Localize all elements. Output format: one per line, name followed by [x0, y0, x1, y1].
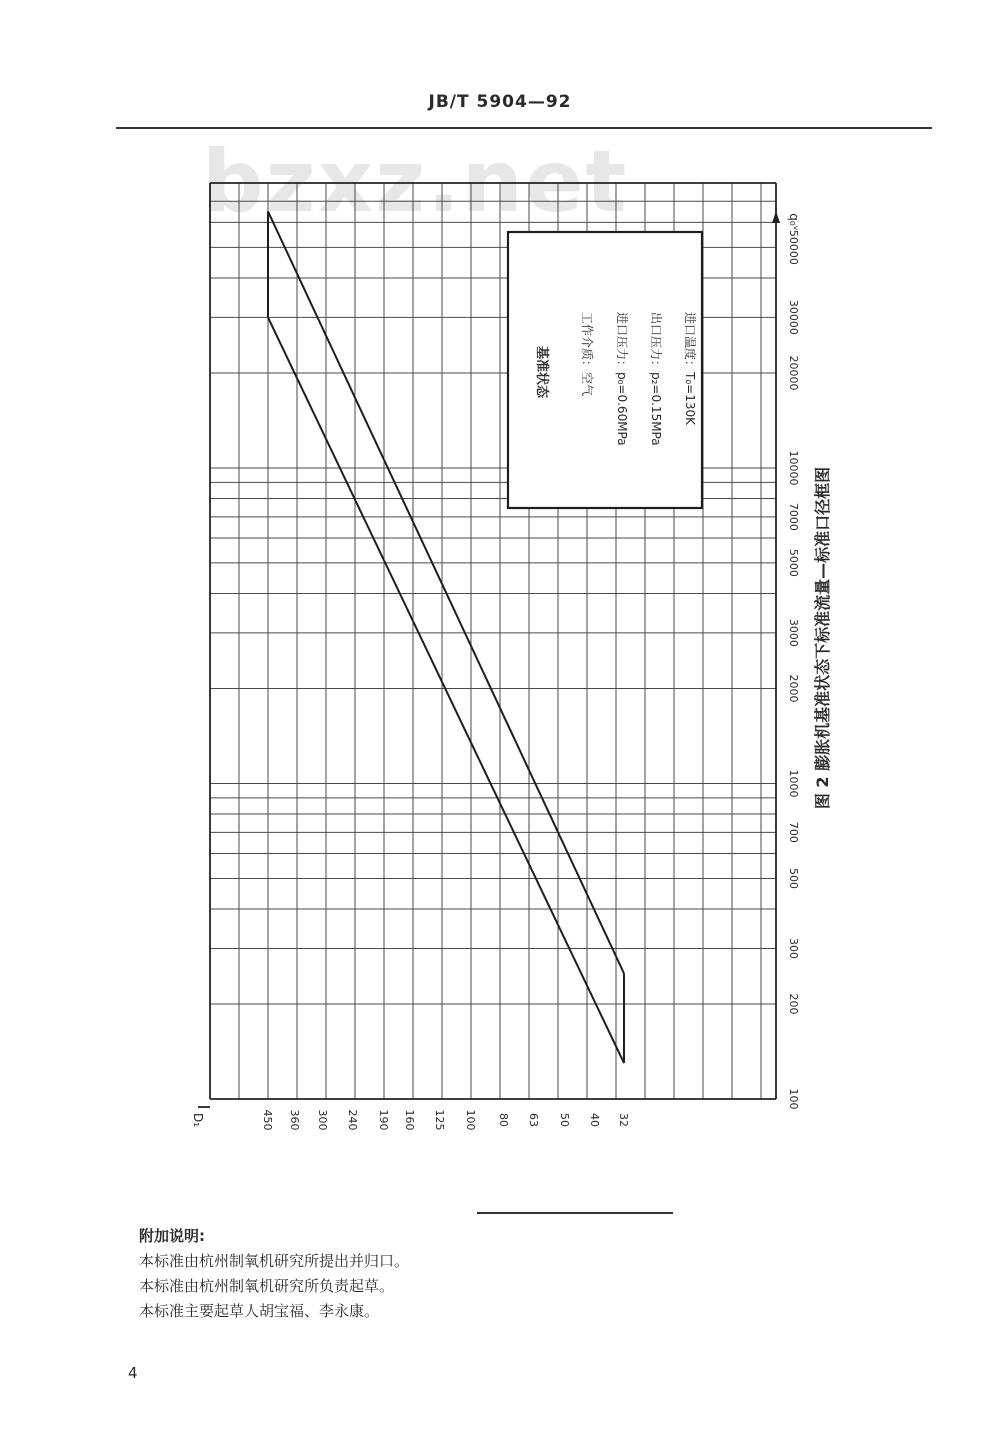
x-tick-label: 32: [617, 1113, 630, 1127]
x-tick-label: 240: [346, 1109, 359, 1131]
x-tick-label: 50: [558, 1113, 571, 1127]
watermark: bzxz.net: [202, 132, 629, 232]
x-tick-label: 450: [261, 1109, 274, 1131]
y-tick-label: 7000: [787, 502, 800, 531]
y-tick-label: 3000: [787, 618, 800, 647]
x-tick-label: 360: [288, 1109, 301, 1131]
y-tick-label: 20000: [787, 355, 800, 391]
x-axis-label: D₁: [191, 1112, 205, 1128]
x-tick-label: 300: [316, 1109, 329, 1131]
y-tick-label: 200: [787, 993, 800, 1015]
y-tick-label: 700: [787, 821, 800, 843]
x-tick-label: 80: [497, 1113, 510, 1127]
y-tick-label: 300: [787, 937, 800, 959]
x-tick-label: 160: [403, 1109, 416, 1131]
y-tick-label: 100: [787, 1088, 800, 1110]
x-tick-label: 40: [588, 1113, 601, 1127]
x-tick-label: 190: [377, 1109, 390, 1131]
chart-title: 图 2 膨胀机基准状态下标准流量—标准口径框图: [813, 466, 832, 810]
standard-code: JB/T 5904—92: [428, 92, 572, 112]
page-number: 4: [128, 1364, 138, 1382]
y-tick-label: 10000: [787, 450, 800, 486]
y-tick-label: 500: [787, 867, 800, 889]
annotation-line: 工作介质：空气: [580, 312, 594, 397]
notes-line: 本标准由杭州制氧机研究所负责起草。: [139, 1277, 395, 1295]
annotation-heading: 基准状态: [534, 345, 549, 399]
y-tick-label: 5000: [787, 548, 800, 577]
annotation-line: 进口温度：T₀=130K: [683, 312, 697, 425]
notes-line: 本标准主要起草人胡宝福、李永康。: [139, 1302, 380, 1320]
y-axis-label: q₀ᵛ: [787, 213, 801, 231]
notes-rule: [477, 1212, 673, 1214]
y-tick-label: 2000: [787, 674, 800, 703]
x-tick-label: 125: [433, 1109, 446, 1131]
y-axis-arrow: [772, 211, 780, 223]
y-tick-label: 30000: [787, 299, 800, 335]
annotation-line: 出口压力：p₂=0.15MPa: [649, 312, 663, 446]
notes-heading: 附加说明:: [139, 1227, 205, 1245]
notes: [139, 1224, 409, 1324]
annotation-line: 进口压力：p₀=0.60MPa: [615, 312, 629, 446]
y-tick-label: 50000: [787, 229, 800, 265]
y-tick-label: 1000: [787, 769, 800, 798]
x-tick-label: 63: [527, 1113, 540, 1127]
x-tick-label: 100: [464, 1109, 477, 1131]
notes-line: 本标准由杭州制氧机研究所提出并归口。: [139, 1252, 410, 1270]
